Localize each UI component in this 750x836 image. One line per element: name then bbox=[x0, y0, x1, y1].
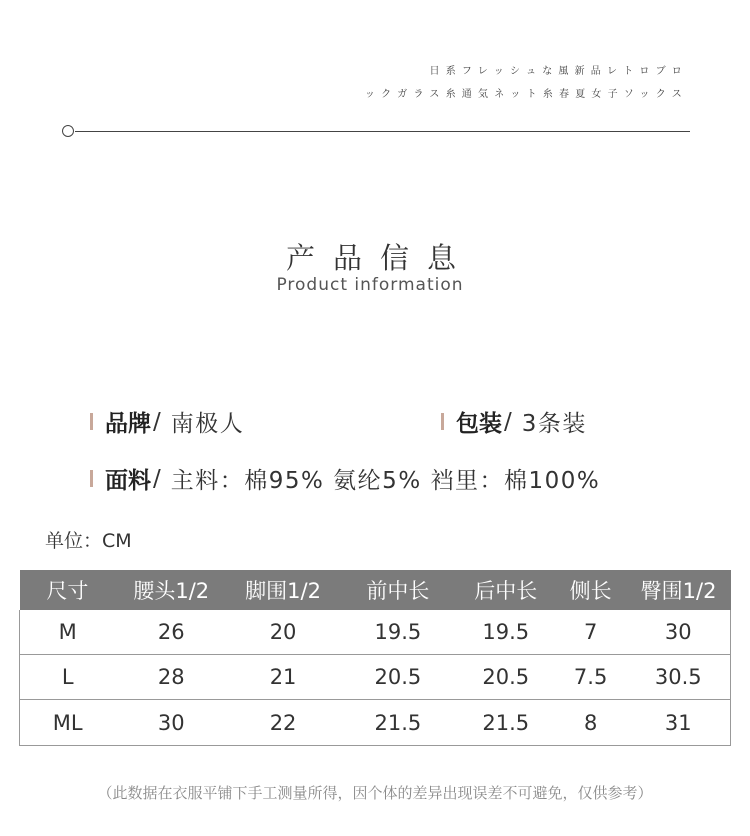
fabric-separator: / bbox=[153, 465, 161, 492]
cell-size: L bbox=[20, 655, 116, 700]
cell-front-rise: 21.5 bbox=[339, 700, 457, 746]
cell-waist: 30 bbox=[115, 700, 227, 746]
cell-waist: 26 bbox=[115, 610, 227, 655]
cell-front-rise: 19.5 bbox=[339, 610, 457, 655]
fabric-label: 面料 bbox=[105, 468, 151, 494]
accent-bar-icon bbox=[90, 413, 93, 430]
cell-front-rise: 20.5 bbox=[339, 655, 457, 700]
cell-leg-opening: 20 bbox=[227, 610, 339, 655]
package-separator: / bbox=[504, 408, 512, 435]
decorative-divider bbox=[62, 124, 690, 138]
japanese-tagline-1: 日系フレッシュな風新品レトロブロ bbox=[429, 66, 688, 77]
header-side-length: 侧长 bbox=[555, 570, 627, 610]
cell-leg-opening: 22 bbox=[227, 700, 339, 746]
unit-label: 单位：CM bbox=[45, 530, 132, 552]
cell-size: M bbox=[20, 610, 116, 655]
cell-hip: 30 bbox=[627, 610, 731, 655]
size-table bbox=[19, 570, 731, 746]
section-title: 产品信息 bbox=[285, 241, 474, 275]
fabric-value: 主料：棉95% 氨纶5% 裆里：棉100% bbox=[170, 468, 601, 494]
section-subtitle: Product information bbox=[276, 275, 464, 295]
header-front-rise: 前中长 bbox=[339, 570, 457, 610]
table-header-row bbox=[20, 570, 731, 610]
accent-bar-icon bbox=[90, 470, 93, 487]
cell-hip: 30.5 bbox=[627, 655, 731, 700]
measurement-note: （此数据在衣服平铺下手工测量所得，因个体的差异出现误差不可避免，仅供参考） bbox=[97, 784, 653, 802]
header-waist: 腰头1/2 bbox=[115, 570, 227, 610]
cell-waist: 28 bbox=[115, 655, 227, 700]
cell-leg-opening: 21 bbox=[227, 655, 339, 700]
package-label: 包装 bbox=[456, 411, 502, 437]
brand-label: 品牌 bbox=[105, 411, 151, 437]
table-row bbox=[20, 700, 731, 746]
info-package bbox=[441, 405, 587, 438]
circle-icon bbox=[62, 125, 74, 137]
japanese-tagline-2: ックガラス糸通気ネット糸春夏女子ソックス bbox=[364, 89, 688, 100]
header-hip: 臀围1/2 bbox=[627, 570, 731, 610]
cell-size: ML bbox=[20, 700, 116, 746]
cell-back-rise: 19.5 bbox=[457, 610, 555, 655]
info-brand bbox=[90, 405, 244, 438]
cell-back-rise: 21.5 bbox=[457, 700, 555, 746]
header-size: 尺寸 bbox=[20, 570, 116, 610]
brand-separator: / bbox=[153, 408, 161, 435]
cell-side-length: 7 bbox=[555, 610, 627, 655]
package-value: 3条装 bbox=[521, 411, 587, 437]
cell-back-rise: 20.5 bbox=[457, 655, 555, 700]
table-row bbox=[20, 655, 731, 700]
cell-side-length: 8 bbox=[555, 700, 627, 746]
cell-side-length: 7.5 bbox=[555, 655, 627, 700]
info-fabric bbox=[90, 462, 600, 495]
accent-bar-icon bbox=[441, 413, 444, 430]
cell-hip: 31 bbox=[627, 700, 731, 746]
header-back-rise: 后中长 bbox=[457, 570, 555, 610]
table-row bbox=[20, 610, 731, 655]
divider-line bbox=[75, 131, 690, 132]
header-leg-opening: 脚围1/2 bbox=[227, 570, 339, 610]
brand-value: 南极人 bbox=[170, 411, 245, 437]
